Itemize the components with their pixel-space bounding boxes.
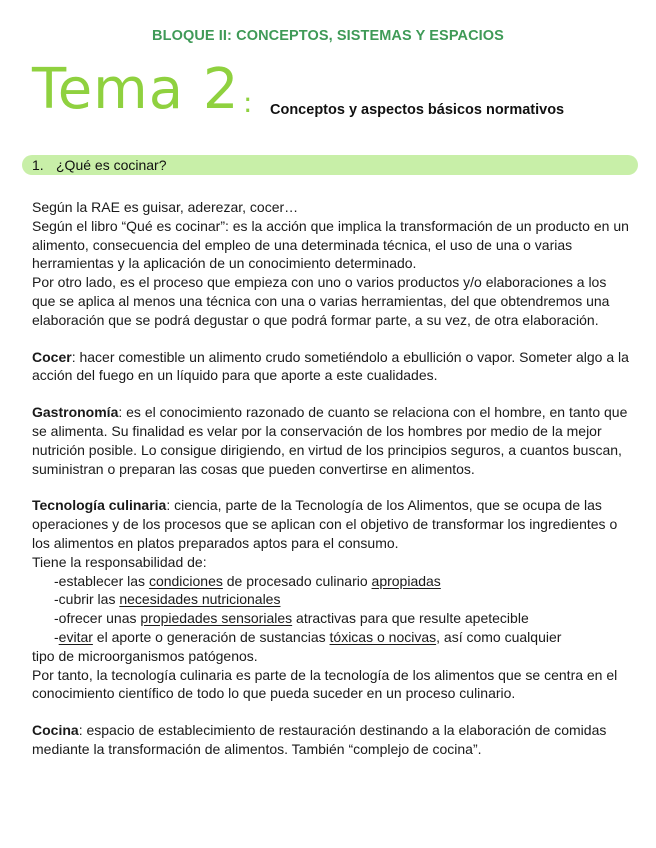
list-item-text: el aporte o generación de sustancias [92, 628, 330, 645]
definition-gastronomia [32, 403, 632, 478]
definition-cocer-text: : hacer comestible un alimento crudo sometiéndolo a ebullición o vapor. Someter algo a la acción del fuego en un líquido para que aporte a este cualidades. [32, 348, 629, 384]
section-heading [32, 157, 167, 173]
responsabilidad-intro: Tiene la responsabilidad de: [32, 553, 207, 570]
underlined-term: propiedades sensoriales [140, 610, 293, 627]
list-item-text: de procesado culinario [222, 572, 372, 589]
paragraph-otro-lado: Por otro lado, es el proceso que empieza con uno o varios productos y/o elaboraciones a los que se aplica al menos una técnica con una o varias herramientas, del que obtendremos una elaboración que se podrá degustar o que podrá formar parte, a su vez, de otra elaboración. [32, 274, 610, 328]
definition-tecnologia [32, 496, 632, 552]
tema-subtitle: Conceptos y aspectos básicos normativos [270, 102, 565, 118]
list-item [32, 590, 632, 609]
section-title: ¿Qué es cocinar? [56, 157, 167, 173]
body-text [32, 198, 632, 759]
list-item-text: atractivas para que resulte apetecible [292, 610, 529, 627]
underlined-term: condiciones [148, 572, 223, 589]
term-cocina: Cocina [32, 722, 79, 739]
underlined-term: tóxicas o nocivas [329, 628, 437, 645]
list-item-text: -cubrir las [54, 591, 120, 608]
list-tail: tipo de microorganismos patógenos. [32, 647, 258, 664]
term-cocer: Cocer [32, 348, 72, 365]
underlined-term: necesidades nutricionales [119, 591, 281, 608]
section-number: 1. [32, 157, 44, 173]
term-tecnologia: Tecnología culinaria [32, 497, 167, 514]
term-gastronomia: Gastronomía [32, 404, 119, 421]
block-title: BLOQUE II: CONCEPTOS, SISTEMAS Y ESPACIOS [152, 28, 504, 44]
list-item-text: -ofrecer unas [54, 610, 141, 627]
underlined-term: apropiadas [371, 572, 441, 589]
list-item-text: , así como cualquier [436, 628, 562, 645]
tema-heading: Tema 2 [32, 57, 240, 122]
list-item [32, 628, 632, 647]
list-item-text: -establecer las [54, 572, 149, 589]
list-item [32, 609, 632, 628]
paragraph-rae: Según la RAE es guisar, aderezar, cocer… [32, 199, 299, 215]
paragraph-por-tanto: Por tanto, la tecnología culinaria es parte de la tecnología de los alimentos que se centra en el conocimiento científico de todo lo que pueda suceder en un proceso culinario. [32, 666, 618, 702]
underlined-term: evitar [58, 628, 93, 645]
definition-cocer [32, 348, 632, 386]
definition-tecnologia-text: : ciencia, parte de la Tecnología de los Alimentos, que se ocupa de las operaciones y de los procesos que se aplican con el objetivo de transformar los ingredientes o los alimentos en platos preparados aptos para el consumo. [32, 497, 618, 551]
definition-cocina [32, 721, 632, 759]
definition-gastronomia-text: : es el conocimiento razonado de cuanto se relaciona con el hombre, en tanto que se alimenta. Su finalidad es velar por la conservación de los hombres por medio de la mejor nutrición posible. Lo consigue dirigiendo, en virtud de los principios seguros, a cuantos buscan, suministran o preparan las cosas que pueden convertirse en alimentos. [32, 404, 628, 477]
paragraph-libro: Según el libro “Qué es cocinar”: es la acción que implica la transformación de un producto en un alimento, consecuencia del empleo de una determinada técnica, el uso de una o varias herramientas y la aplicación de un conocimiento determinado. [32, 217, 629, 272]
tema-colon: : [243, 86, 253, 119]
list-item [32, 572, 632, 591]
list-item-text: - [54, 628, 59, 645]
definition-cocina-text: : espacio de establecimiento de restauración destinando a la elaboración de comidas mediante la transformación de alimentos. También “complejo de cocina”. [32, 722, 607, 757]
